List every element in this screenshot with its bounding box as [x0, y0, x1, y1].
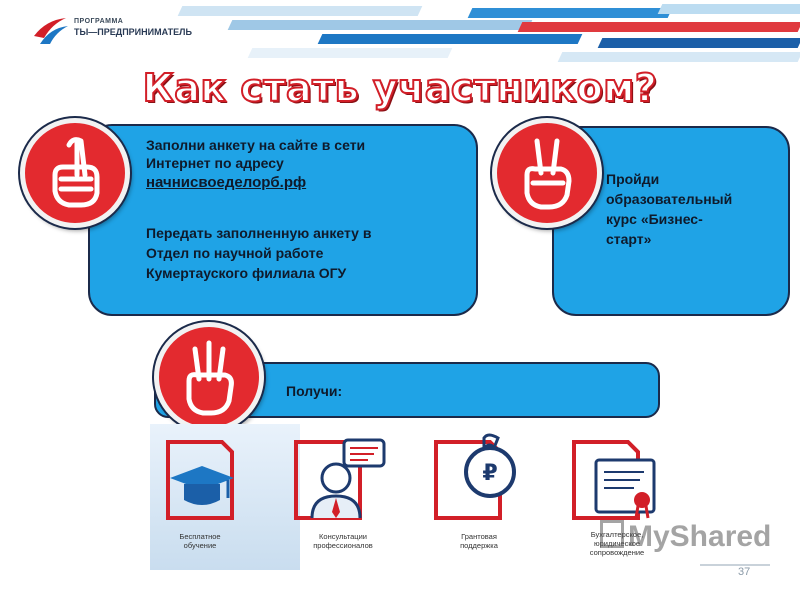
money-bag-icon [432, 432, 522, 528]
watermark-logo-icon [600, 520, 624, 548]
step1-para2-line2: Отдел по научной работе [146, 245, 324, 261]
step1-para2-line1: Передать заполненную анкету в [146, 225, 372, 241]
graduation-cap-icon [162, 432, 252, 528]
benefit3-label [424, 532, 534, 550]
benefit1-line2: обучение [183, 541, 217, 550]
step2-line3: курс «Бизнес- [606, 211, 703, 227]
benefit2-label [288, 532, 398, 550]
benefit3-line2: поддержка [460, 541, 498, 550]
certificate-icon [570, 432, 670, 528]
step3-label: Получи: [286, 383, 343, 399]
one-finger-hand-icon [25, 123, 125, 223]
benefit1-line1: Бесплатное [179, 532, 221, 541]
page-title: Как стать участником? [142, 66, 658, 110]
logo-name: ТЫ—ПРЕДПРИНИМАТЕЛЬ [74, 27, 192, 37]
benefit2-line2: профессионалов [313, 541, 373, 550]
logo-caption: ПРОГРАММА [74, 18, 124, 25]
step2-line4: старт» [606, 231, 652, 247]
page-divider [700, 564, 770, 566]
step1-badge [20, 118, 130, 228]
benefit4-line2: юридическое [593, 539, 641, 548]
step1-card [88, 124, 478, 316]
step1-line1: Заполни анкету на сайте в сети [146, 137, 366, 153]
step1-para2-line3: Кумертауского филиала ОГУ [146, 265, 347, 281]
watermark [600, 520, 771, 554]
step2-badge [492, 118, 602, 228]
svg-text:₽: ₽ [482, 461, 498, 486]
benefit4-line3: сопровождение [589, 548, 645, 557]
registration-link[interactable]: начнисвоеделорб.рф [146, 174, 307, 191]
three-fingers-hand-icon [159, 327, 259, 427]
step2-line2: образовательный [606, 191, 733, 207]
page-number: 37 [738, 566, 751, 578]
two-fingers-hand-icon [497, 123, 597, 223]
step3-badge [154, 322, 264, 432]
program-logo-icon [30, 14, 70, 48]
benefit4-line1: Бухгалтерское, [590, 530, 644, 539]
benefit1-label [145, 532, 255, 550]
benefit2-line1: Консультации [319, 532, 367, 541]
step1-line2: Интернет по адресу [146, 155, 284, 171]
watermark-text: MyShared [628, 520, 772, 553]
benefit3-line1: Грантовая [461, 532, 497, 541]
step2-line1: Пройди [606, 171, 660, 187]
consultant-icon [292, 432, 392, 528]
